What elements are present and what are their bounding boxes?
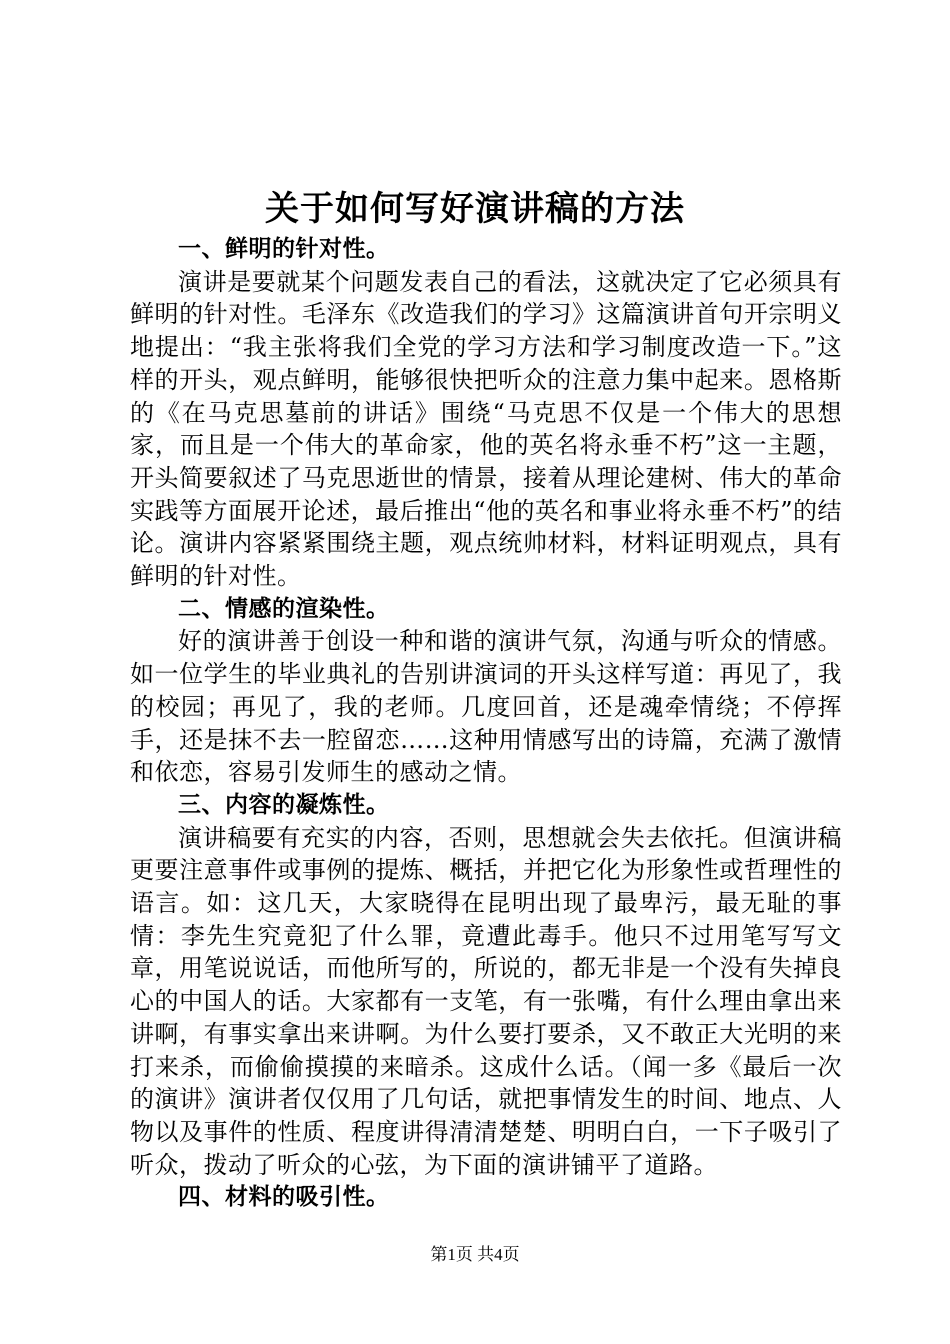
section-heading-2: 二、情感的渲染性。: [178, 595, 390, 622]
page-footer: 第1页 共4页: [430, 1245, 520, 1264]
section-paragraph-2: 好的演讲善于创设一种和谐的演讲气氛，沟通与听众的情感。如一位学生的毕业典礼的告别讲演词的开头这样写道：再见了，我的校园；再见了，我的老师。几度回首，还是魂牵情绕；不停挥手，还是抹不去一腔留恋……这种用情感写出的诗篇，充满了激情和依恋，容易引发师生的感动之情。: [130, 627, 842, 787]
section-heading-3: 三、内容的凝炼性。: [178, 791, 390, 818]
section-paragraph-3: 演讲稿要有充实的内容，否则，思想就会失去依托。但演讲稿更要注意事件或事例的提炼、概括，并把它化为形象性或哲理性的语言。如：这几天，大家晓得在昆明出现了最卑污，最无耻的事情：李先生究竟犯了什么罪，竟遭此毒手。他只不过用笔写写文章，用笔说说话，而他所写的，所说的，都无非是一个没有失掉良心的中国人的话。大家都有一支笔，有一张嘴，有什么理由拿出来讲啊，有事实拿出来讲啊。为什么要打要杀，又不敢正大光明的来打来杀，而偷偷摸摸的来暗杀。这成什么话。（闻一多《最后一次的演讲》演讲者仅仅用了几句话，就把事情发生的时间、地点、人物以及事件的性质、程度讲得清清楚楚、明明白白，一下子吸引了听众，拨动了听众的心弦，为下面的演讲铺平了道路。: [130, 823, 842, 1179]
section-heading-1: 一、鲜明的针对性。: [178, 236, 390, 262]
section-heading-4: 四、材料的吸引性。: [178, 1184, 390, 1211]
page-title: 关于如何写好演讲稿的方法: [265, 189, 685, 229]
document-body: [130, 233, 842, 1214]
section-paragraph-1: 演讲是要就某个问题发表自己的看法，这就决定了它必须具有鲜明的针对性。毛泽东《改造我们的学习》这篇演讲首句开宗明义地提出：“我主张将我们全党的学习方法和学习制度改造一下。”这样的开头，观点鲜明，能够很快把听众的注意力集中起来。恩格斯的《在马克思墓前的讲话》围绕“马克思不仅是一个伟大的思想家，而且是一个伟大的革命家，他的英名将永垂不朽”这一主题，开头简要叙述了马克思逝世的情景，接着从理论建树、伟大的革命实践等方面展开论述，最后推出“他的英名和事业将永垂不朽”的结论。演讲内容紧紧围绕主题，观点统帅材料，材料证明观点，具有鲜明的针对性。: [130, 267, 842, 591]
